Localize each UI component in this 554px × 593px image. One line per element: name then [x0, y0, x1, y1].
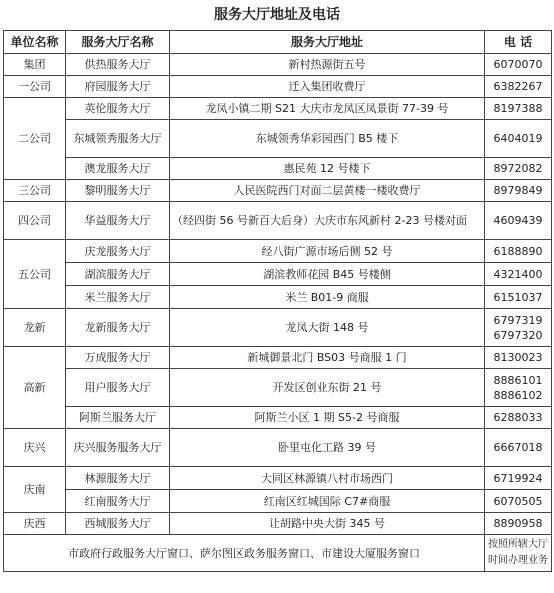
address-cell: 龙凤大街 148 号	[170, 309, 485, 347]
unit-cell: 四公司	[4, 202, 66, 240]
phone-line: 8886101	[493, 373, 543, 387]
table-row	[4, 407, 552, 429]
address-cell: （经四街 56 号新百大后身）大庆市东风新村 2-23 号楼对面	[170, 202, 485, 240]
footer-row	[4, 535, 552, 572]
unit-cell: 高新	[4, 347, 66, 429]
unit-cell: 五公司	[4, 240, 66, 309]
phone-cell: 6151037	[485, 286, 552, 309]
service-hall-table	[3, 30, 552, 572]
phone-cell: 6404019	[485, 120, 552, 158]
unit-cell: 庆兴	[4, 429, 66, 467]
address-cell: 大同区林源镇八村市场西门	[170, 467, 485, 490]
hall-cell: 湖滨服务大厅	[66, 263, 170, 286]
address-cell: 新村热源街五号	[170, 54, 485, 76]
hall-cell: 林源服务大厅	[66, 467, 170, 490]
table-row	[4, 369, 552, 407]
header-phone: 电 话	[485, 31, 552, 54]
address-cell: 人民医院西门对面二层黄楼一楼收费厅	[170, 180, 485, 202]
hall-cell: 米兰服务大厅	[66, 286, 170, 309]
table-row	[4, 240, 552, 263]
table-row	[4, 309, 552, 347]
table-row	[4, 513, 552, 535]
header-row	[4, 31, 552, 54]
hall-cell: 西城服务大厅	[66, 513, 170, 535]
address-cell: 惠民苑 12 号楼下	[170, 158, 485, 180]
table-row	[4, 467, 552, 490]
address-cell: 开发区创业东街 21 号	[170, 369, 485, 407]
phone-cell: 6667018	[485, 429, 552, 467]
phone-cell: 6382267	[485, 76, 552, 98]
phone-line: 8886102	[493, 388, 543, 402]
hall-cell: 供热服务大厅	[66, 54, 170, 76]
phone-cell: 8890958	[485, 513, 552, 535]
header-address: 服务大厅地址	[170, 31, 485, 54]
address-cell: 米兰 B01-9 商服	[170, 286, 485, 309]
address-cell: 让胡路中央大街 345 号	[170, 513, 485, 535]
hall-cell: 万成服务大厅	[66, 347, 170, 369]
table-row	[4, 429, 552, 467]
phone-cell	[485, 369, 552, 407]
table-row	[4, 120, 552, 158]
address-cell: 龙凤小镇二期 S21 大庆市龙凤区凤景街 77-39 号	[170, 98, 485, 120]
unit-cell: 龙新	[4, 309, 66, 347]
phone-cell: 8979849	[485, 180, 552, 202]
table-row	[4, 76, 552, 98]
hall-cell: 用户服务大厅	[66, 369, 170, 407]
hall-cell: 澳龙服务大厅	[66, 158, 170, 180]
phone-cell	[485, 309, 552, 347]
address-cell: 卧里屯化工路 39 号	[170, 429, 485, 467]
hall-cell: 红南服务大厅	[66, 490, 170, 513]
table-row	[4, 490, 552, 513]
phone-cell: 6070505	[485, 490, 552, 513]
phone-cell: 8130023	[485, 347, 552, 369]
unit-cell: 集团	[4, 54, 66, 76]
table-row	[4, 202, 552, 240]
page-title: 服务大厅地址及电话	[214, 7, 340, 23]
address-cell: 经八街广源市场后侧 52 号	[170, 240, 485, 263]
unit-cell: 庆西	[4, 513, 66, 535]
table-row	[4, 180, 552, 202]
phone-line: 6797319	[493, 313, 543, 327]
phone-cell: 6070070	[485, 54, 552, 76]
table-row	[4, 263, 552, 286]
table-row	[4, 54, 552, 76]
hall-cell: 庆兴服务服务大厅	[66, 429, 170, 467]
phone-cell: 4321400	[485, 263, 552, 286]
table-row	[4, 347, 552, 369]
phone-cell: 6719924	[485, 467, 552, 490]
phone-cell: 8972082	[485, 158, 552, 180]
address-cell: 阿斯兰小区 1 期 S5-2 号商服	[170, 407, 485, 429]
hall-cell: 阿斯兰服务大厅	[66, 407, 170, 429]
address-cell: 湖滨教师花园 B45 号楼侧	[170, 263, 485, 286]
unit-cell: 一公司	[4, 76, 66, 98]
phone-cell: 6188890	[485, 240, 552, 263]
unit-cell: 三公司	[4, 180, 66, 202]
address-cell: 迁入集团收费厅	[170, 76, 485, 98]
hall-cell: 府园服务大厅	[66, 76, 170, 98]
hall-cell: 庆龙服务大厅	[66, 240, 170, 263]
footer-text: 市政府行政服务大厅窗口、萨尔图区政务服务窗口、市建设大厦服务窗口	[4, 535, 485, 572]
unit-cell: 二公司	[4, 98, 66, 180]
hall-cell: 华益服务大厅	[66, 202, 170, 240]
table-row	[4, 98, 552, 120]
header-unit: 单位名称	[4, 31, 66, 54]
address-cell: 新城御景北门 BS03 号商服 1 门	[170, 347, 485, 369]
phone-cell: 4609439	[485, 202, 552, 240]
table-row	[4, 286, 552, 309]
hall-cell: 英伦服务大厅	[66, 98, 170, 120]
table-row	[4, 158, 552, 180]
address-cell: 红南区红城国际 C7#商服	[170, 490, 485, 513]
footer-note: 按照所辖大厅时间办理业务	[485, 535, 552, 572]
hall-cell: 龙新服务大厅	[66, 309, 170, 347]
hall-cell: 黎明服务大厅	[66, 180, 170, 202]
phone-line: 6797320	[493, 328, 543, 342]
address-cell: 东城领秀华彩园西门 B5 楼下	[170, 120, 485, 158]
hall-cell: 东城领秀服务大厅	[66, 120, 170, 158]
header-hall: 服务大厅名称	[66, 31, 170, 54]
phone-cell: 6288033	[485, 407, 552, 429]
unit-cell: 庆南	[4, 467, 66, 513]
phone-cell: 8197388	[485, 98, 552, 120]
